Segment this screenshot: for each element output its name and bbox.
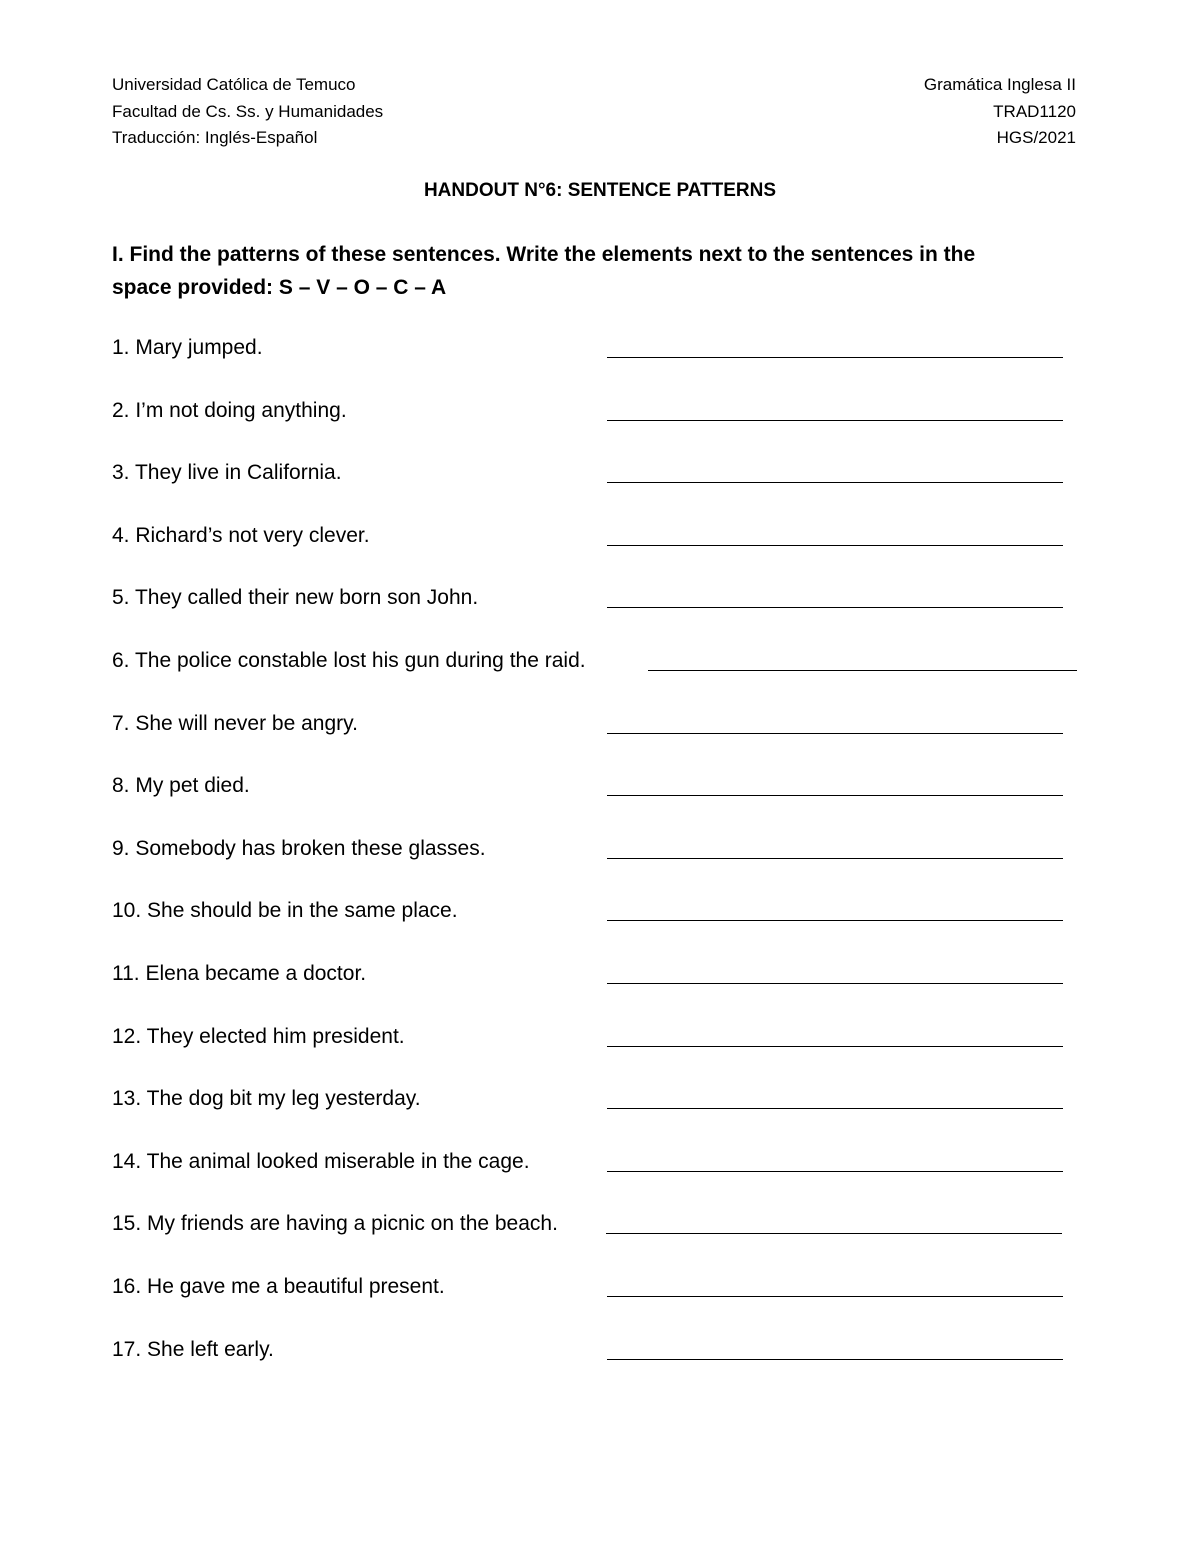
exercise-sentence: 4. Richard’s not very clever. bbox=[112, 523, 370, 547]
exercise-item bbox=[112, 1021, 1082, 1084]
answer-blank[interactable] bbox=[607, 1296, 1063, 1297]
answer-blank[interactable] bbox=[607, 420, 1063, 421]
answer-blank[interactable] bbox=[607, 1171, 1063, 1172]
exercise-sentence: 16. He gave me a beautiful present. bbox=[112, 1274, 445, 1298]
exercise-item bbox=[112, 582, 1082, 645]
faculty-name: Facultad de Cs. Ss. y Humanidades bbox=[112, 101, 384, 121]
university-name: Universidad Católica de Temuco bbox=[112, 75, 356, 94]
answer-blank[interactable] bbox=[648, 670, 1077, 671]
exercise-sentence: 2. I’m not doing anything. bbox=[112, 398, 347, 422]
exercise-sentence: 14. The animal looked miserable in the cage. bbox=[112, 1149, 530, 1173]
answer-blank[interactable] bbox=[607, 1108, 1063, 1109]
instructions-line-1: I. Find the patterns of these sentences. Write the elements next to the sentences in the bbox=[112, 243, 976, 266]
exercise-item bbox=[112, 395, 1082, 458]
exercise-sentence: 10. She should be in the same place. bbox=[112, 899, 458, 923]
exercise-sentence: 12. They elected him president. bbox=[112, 1024, 405, 1048]
course-term: HGS/2021 bbox=[996, 128, 1076, 147]
exercise-item bbox=[112, 1334, 1082, 1397]
exercise-sentence: 9. Somebody has broken these glasses. bbox=[112, 836, 486, 860]
exercise-item bbox=[112, 770, 1082, 833]
answer-blank[interactable] bbox=[607, 357, 1063, 358]
answer-blank[interactable] bbox=[606, 1233, 1062, 1234]
course-header bbox=[924, 72, 1076, 152]
answer-blank[interactable] bbox=[607, 545, 1063, 546]
exercise-sentence: 13. The dog bit my leg yesterday. bbox=[112, 1087, 421, 1111]
answer-blank[interactable] bbox=[607, 795, 1063, 796]
exercise-sentence: 17. She left early. bbox=[112, 1337, 274, 1361]
answer-blank[interactable] bbox=[607, 920, 1063, 921]
exercise-list bbox=[112, 332, 1082, 1396]
program-name: Traducción: Inglés-Español bbox=[112, 128, 318, 147]
exercise-item bbox=[112, 958, 1082, 1021]
exercise-sentence: 7. She will never be angry. bbox=[112, 711, 358, 735]
instructions-line-2: space provided: S – V – O – C – A bbox=[112, 276, 447, 299]
answer-blank[interactable] bbox=[607, 858, 1063, 859]
exercise-item bbox=[112, 895, 1082, 958]
answer-blank[interactable] bbox=[607, 1359, 1063, 1360]
exercise-sentence: 6. The police constable lost his gun during the raid. bbox=[112, 648, 586, 672]
exercise-item bbox=[112, 1208, 1082, 1271]
exercise-item bbox=[112, 457, 1082, 520]
exercise-sentence: 1. Mary jumped. bbox=[112, 336, 263, 359]
exercise-item bbox=[112, 1271, 1082, 1334]
exercise-item bbox=[112, 708, 1082, 771]
exercise-item bbox=[112, 645, 1082, 708]
answer-blank[interactable] bbox=[607, 1046, 1063, 1047]
answer-blank[interactable] bbox=[607, 607, 1063, 608]
exercise-sentence: 15. My friends are having a picnic on the beach. bbox=[112, 1212, 558, 1236]
course-name: Gramática Inglesa II bbox=[923, 75, 1076, 94]
institution-header bbox=[112, 72, 383, 152]
exercise-item bbox=[112, 1083, 1082, 1146]
exercise-sentence: 5. They called their new born son John. bbox=[112, 586, 479, 610]
answer-blank[interactable] bbox=[607, 733, 1063, 734]
exercise-item bbox=[112, 520, 1082, 583]
exercise-item bbox=[112, 332, 1082, 395]
exercise-sentence: 8. My pet died. bbox=[112, 774, 250, 798]
exercise-sentence: 11. Elena became a doctor. bbox=[112, 961, 367, 985]
exercise-item bbox=[112, 833, 1082, 896]
instructions bbox=[112, 238, 1092, 304]
exercise-sentence: 3. They live in California. bbox=[112, 461, 342, 485]
course-code: TRAD1120 bbox=[993, 101, 1076, 121]
answer-blank[interactable] bbox=[607, 482, 1063, 483]
exercise-item bbox=[112, 1146, 1082, 1209]
handout-title: HANDOUT N°6: SENTENCE PATTERNS bbox=[423, 180, 777, 201]
answer-blank[interactable] bbox=[607, 983, 1063, 984]
